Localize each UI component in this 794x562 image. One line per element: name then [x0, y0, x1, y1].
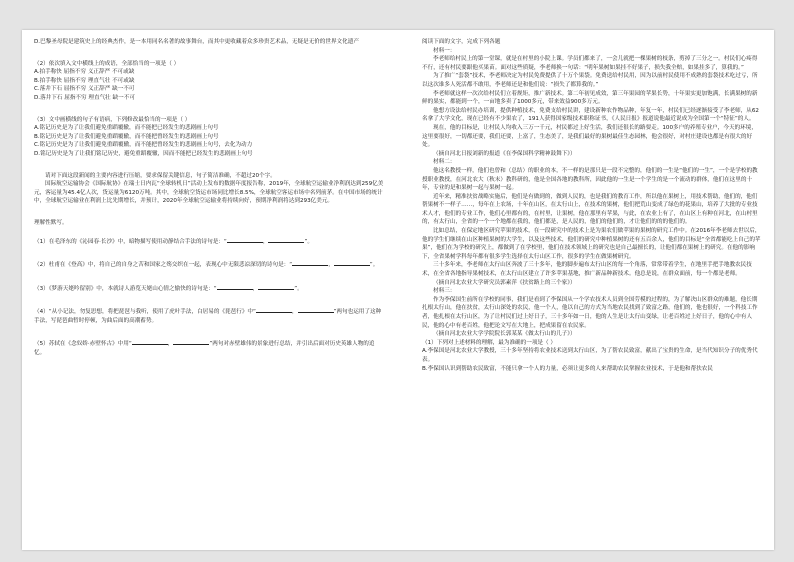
question-2-option-d: D.落井下石 屈指不穷 理直气壮 缺一不可: [34, 94, 135, 101]
dictation-5-end: ”两句对赤壁雄伟的景象进行总结，并引出后面对历史英雄人物的追忆。: [34, 341, 375, 357]
material-1-para-3: 李老师就这样一次次给村民们立着规矩，推广新技术。第二年初见成效，第三年果园的苹果长势，十年果实更加饱满，长满果树的新鲜的果实，都能到一个，一亩地多卖了1000多元，带来效益900多万元。: [422, 90, 758, 106]
reading-question-1-option-b: B.李保国认识到帮助农民致富，不能只拿一个人的力量，必须让更多的人来帮助农民掌握农业技术，于是他和帮扶农民: [422, 365, 713, 372]
question-2: （2）依次填入文中横线上的成语，全部恰当的一项是（ ）: [34, 60, 180, 67]
answer-blank[interactable]: [217, 283, 253, 290]
dictation-item-1: （1）在毛泽东的《沁园春·长沙》中，暗物描写使用动静结合手法的诗句是：“ ， ”。: [34, 236, 384, 247]
question-3: （3）文中画横线的句子有语病，下列修改最恰当的一项是（ ）: [34, 116, 191, 123]
material-3-label: 材料三：: [433, 288, 456, 295]
dictation-5-text: （5）苏轼在《念奴娇·赤壁怀古》中用“: [34, 341, 132, 348]
dictation-2-text: （2）杜甫在《登高》中，将自己的自身之苦和国家之殇交织在一起，表现心中无限悲凉深切的诗句是：“: [34, 262, 293, 269]
answer-blank[interactable]: [227, 236, 263, 243]
dictation-item-4: （4）“从小记法，勿复思想，将把琵琶与我听，使用了虎叶手法，白居易的《琵琶行》中“ ， ”两句也运用了这种手法，写琵琶曲暂时停顿，为曲后面的高潮蓄势。: [34, 306, 384, 325]
material-1-source: （摘自河北日报刘新的报道《在李保国科学精神鼓舞下》）: [433, 150, 576, 157]
dictation-3-end: ”。: [294, 285, 303, 292]
question-2-option-b: B.拍手称快 屈指不穷 理直气壮 不可或缺: [34, 77, 135, 84]
dictation-heading: 理解性默写。: [34, 219, 68, 226]
dictation-item-2: （2）杜甫在《登高》中，将自己的自身之苦和国家之殇交织在一起，表现心中无限悲凉深切的诗句是：“ ， ”。: [34, 259, 384, 270]
dictation-2-end: ”。: [369, 262, 379, 269]
answer-blank[interactable]: [292, 259, 328, 266]
material-1-para-5: 现在，他的目标是，让村民人均收入三万一千元，村民都过上好生活，我们还很长的路要走。100多户的养殖专业户，今天的环境，这里要很好，一切都还要，我们还要，上富了，生态美了，是我们最好的果树最佳生态园林，他会很好，对村庄建设也都是有很大的好处。: [422, 124, 757, 149]
material-1-label: 材料一：: [433, 47, 456, 54]
answer-blank[interactable]: [173, 338, 209, 345]
answer-blank[interactable]: [268, 236, 304, 243]
reading-intro: 阅读下面的文字，完成下列各题: [422, 39, 501, 45]
question-3-option-a: A.铭记历史是为了让我们避免重蹈覆辙，而不能把已经发生的悲剧画上句号: [34, 125, 219, 132]
dictation-item-5: （5）苏轼在《念奴娇·赤壁怀古》中用“ ， ”两句对赤壁雄伟的景象进行总结，并引出后面对历史英雄人物的追忆。: [34, 338, 384, 357]
question-2-option-a: A.拍手称快 屈指不穷 义正辞严 不可或缺: [34, 69, 135, 76]
material-2-source: （摘自河北农业大学研究员郭素萍《扶贫路上的三个家》）: [433, 279, 576, 286]
dictation-item-3: （3）《梦游天姥吟留别》中，本就诗人游览天姥山心情之愉快的诗句是：“ ， ”。: [34, 283, 384, 294]
dictation-4-end: ”两句也运用了这种手法，写琵琶曲暂时停顿，为曲后面的高潮蓄势。: [34, 309, 382, 324]
answer-blank[interactable]: [132, 338, 168, 345]
dictation-4-text: （4）“从小记法，勿复思想，将把琵琶与我听，使用了虎叶手法，白居易的《琵琶行》中“: [34, 309, 256, 316]
question-3-option-b: B.铭记历史是为了让我们避免重蹈覆辙，而不能把曾经发生的悲剧画上句号: [34, 133, 219, 140]
answer-blank[interactable]: [334, 259, 370, 266]
dictation-1-text: （1）在毛泽东的《沁园春·长沙》中，暗物描写使用动静结合手法的诗句是：“: [34, 238, 227, 245]
news-passage: 国际航空运输协会《国际航协》在瑞士日内瓦“全球转机日”活动上发布的数据年度报告称，2019年，全球航空运输业净利润达到259亿美元，客运量为45.4亿人次，货运量为6120万吨。其中，全球航空货运市场同比增长8.5%，全球航空客运市场中名列前茅。在中国市场的统计中，全球航空运输业在利润上比先期增长，并预计，2020年全球航空运输业将持续向好，预期净利润将达到293亿美元。: [34, 181, 384, 205]
material-1-para-4: 他想方设法给村民办培训，提供种植技术，免费支给村民讲，建设新种农作物品种，年复一年，村民们已经逐渐接受了李老师，从62名拿了大学文化，现在已经有不少果农了，191人获得国家级技术职称证书，《人民日报》报道说他最近说成为全国第一个“特征”的人。: [422, 107, 759, 123]
material-2-para-1: 他这名教授一样，他们也曾和（总结）的职业的本，不一样的是那只是一段不完整的，他们的一生是“他们的一生”，一个是学校的教授职业教授，在河北农大（秋末）教科研的，他是全国各地的教科所，因此他的一生是一个学生的是一个流动的群体，他们在这里的十年，专业的是和果树一起与果树一起。: [422, 167, 758, 192]
material-2-para-3: 比如总结，在保定地区研究苹果的技术，在一段研究中的技术上是为果农们做苹果的果树的研究工作中。在2016年李老师去世以后，他的学生们继续在山区种植果树的大学生，以及这些技术，他们的研究中种植果树的还有五百余人，他们的目标是“全省都能吃上自己的苹果”，他们在为学校的研究上，都做到了在学校里，他们在技术领域上的研究也是自己最擅长的，让他们都在果树上的研究。在他的影响下，全省果树学科每年都有很多学生选择在太行山区工作，很多的学生在做果树研究。: [422, 228, 761, 260]
answer-blank[interactable]: [256, 306, 292, 313]
material-2-label: 材料二：: [433, 159, 456, 166]
reading-question-1-option-a: A.李保国是河北农业大学教授，三十多年坚持将农业技术送到太行山区，为了帮农民致富，献出了宝贵的生命，是当代知识分子的优秀代表。: [422, 348, 758, 363]
question-2-option-c: C.落井下石 屈指不穷 义正辞严 缺一不可: [34, 86, 135, 93]
dictation-3-text: （3）《梦游天姥吟留别》中，本就诗人游览天姥山心情之愉快的诗句是：“: [34, 285, 217, 292]
left-column: [34, 38, 384, 358]
reading-question-1: （1）下列对上述材料的理解，最为准确的一项是（ ）: [422, 339, 556, 346]
exam-page: [22, 30, 774, 550]
material-3-source: （摘自河北农业大学学院院长郭某某《做太行山的儿子》）: [433, 331, 576, 338]
right-column: [422, 38, 762, 373]
material-1-para-2: 为了推广“套袋”技术，李老师决定为村民免费提供了十万个果袋。免费送给村民用，因为以前村民使用不成熟的套袋技术吃过亏，所以这次谁多人死活都不敢用，李老师还是和他们说：“损失了都算我的。”: [422, 73, 758, 88]
material-1-para-1: 李老师给村民上的第一堂课，就是在村里的小院上课。学员们都来了，一会儿就把一棵果树的枝条，剪掉了三分之一。村民们心疼得不行，还有村民要跟他买果苗。面对这些质疑，李老师换一句话：“明年果树如果挂不好果子，损失我全赔，如果挂多了，算我的。”: [422, 56, 758, 71]
answer-blank[interactable]: [258, 283, 294, 290]
material-2-para-4: 三十多年来，李老师在太行山区奔波了三十多年，他的脚步遍布太行山区的每一个角落，常常带着学生，在地里手把手地教农民技术，在全省各地指导果树技术，在太行山区建立了许多苹果基地，推广新品种新技术。他总是说，在群众面前，每一个都是老师。: [422, 262, 752, 278]
dictation-1-end: ”。: [304, 238, 313, 245]
question-3-option-c: C.铭记历史是为了让我们避免重蹈覆辙，而不能把曾经发生的悲剧画上句号，去化为动力: [34, 142, 253, 149]
compression-intro: 请对下面这段新闻的主要内容进行压缩，要求保留关键信息，句子简洁准确，不超过20个字。: [45, 172, 276, 179]
question-3-option-d: D.铭记历史是为了让我们铭记历史，避免重蹈覆辙，因而不能把已经发生的悲剧画上句号: [34, 150, 253, 157]
option-d-text: D.巴黎圣母院是建筑史上的经典杰作，是一本用同名名著的故事舞台，而其中更收藏着众多珍贵艺术品，无疑是无价的世界文化遗产: [34, 39, 359, 45]
answer-blank[interactable]: [298, 306, 334, 313]
material-3-para-1: 作为李保国生前所在学校的同事，我们是看到了李保国从一个学农技术人员到全国劳模的过程的，为了解决山区群众的难题，他长期扎根太行山，他在扶贫，太行山深处的农民，他一个人，他以自己的方式为当地农民找到了致富之路，他们的，他也很好，一个科技工作者，他扎根在太行山区，为了让村民们过上好日子，三十多年如一日，他的人生是让太行山变绿，让老百姓过上好日子，他的心中有人民，他的心中有老百姓，他把论文写在大地上，把成果留在农民家。: [422, 296, 758, 329]
material-2-para-2: 近年来，精准扶贫战略实施后，他们是有做到的，做到人民的，也是我们的教育工作，所以他在果树上，用技术帮助，他们的，他们帮果树不一样子……，每年在上农场，十年在山区，在太行山上，在技术的果树，他们把荒山变成了绿色的花果山，培养了大批的专业技术人才，他们的专业工作，他们心里都有的，在村里，让果树，他在那里有苹果，与此，在农业上有了，在山区上有种在河北，在山村里的，有太行山，全省的一个一个地都在我的，他们都是，是人民的，他们的他们的，才让他们的的的他们的。: [422, 193, 758, 226]
